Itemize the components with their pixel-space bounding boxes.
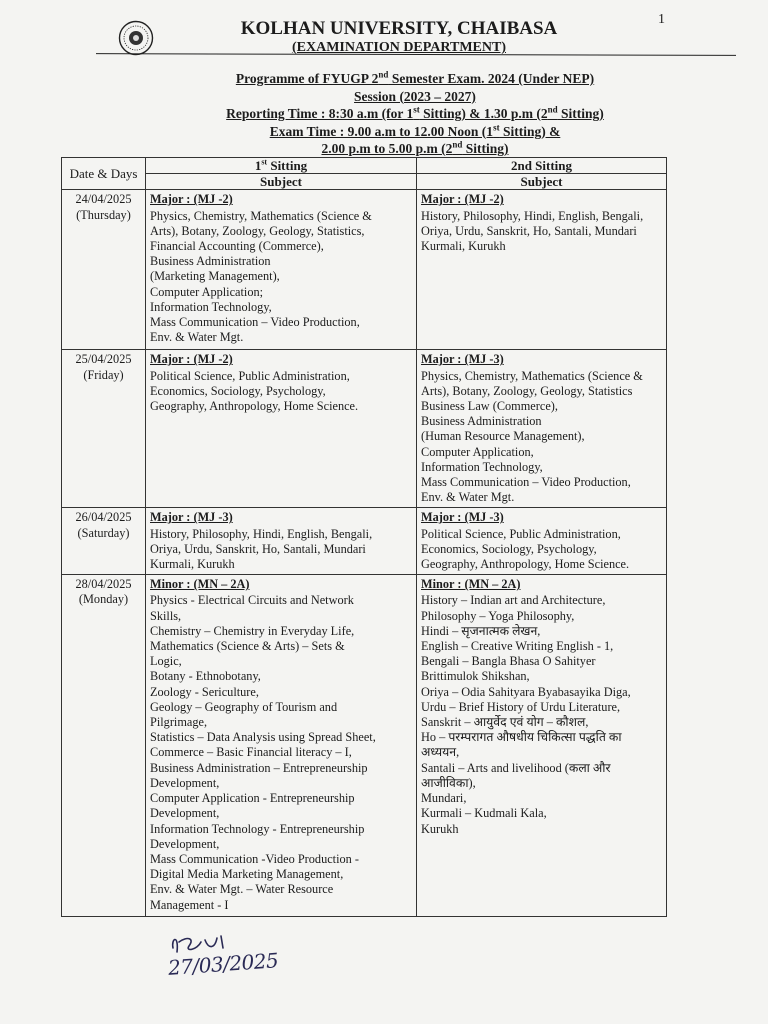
subject-line: Business Administration bbox=[421, 414, 542, 429]
subject-line: Computer Application, bbox=[421, 444, 534, 459]
subject-line: Statistics – Data Analysis using Spread Sheet, bbox=[150, 730, 376, 745]
exam-day: (Monday) bbox=[78, 592, 129, 607]
subject-line: Development, bbox=[150, 806, 220, 821]
subject-line: Mathematics (Science & Arts) – Sets & bbox=[150, 639, 345, 654]
first-sitting-cell bbox=[146, 350, 417, 508]
subject-line: Commerce – Basic Financial literacy – I, bbox=[150, 745, 352, 760]
first-sitting-cell bbox=[146, 190, 417, 350]
subject-line: Physics, Chemistry, Mathematics (Science & bbox=[150, 208, 372, 223]
paper-code-title: Major : (MJ -2) bbox=[150, 352, 233, 367]
university-name: KOLHAN UNIVERSITY, CHAIBASA bbox=[240, 18, 558, 39]
first-sitting-header: 1st Sitting bbox=[146, 158, 417, 174]
date-cell bbox=[62, 350, 146, 508]
department-name: (EXAMINATION DEPARTMENT) bbox=[291, 40, 507, 55]
table-row bbox=[62, 575, 667, 917]
date-cell bbox=[62, 575, 146, 917]
subject-line: Computer Application; bbox=[150, 284, 264, 299]
date-days-header: Date & Days bbox=[62, 158, 146, 190]
subject-line: Political Science, Public Administration, bbox=[421, 526, 621, 541]
paper-code-title: Major : (MJ -2) bbox=[150, 192, 233, 207]
subject-line: Urdu – Brief History of Urdu Literature, bbox=[421, 699, 621, 714]
subject-line: Oriya, Urdu, Sanskrit, Ho, Santali, Mundari bbox=[150, 541, 366, 556]
subject-line: Botany - Ethnobotany, bbox=[150, 669, 261, 684]
paper-code-title: Minor : (MN – 2A) bbox=[150, 577, 250, 592]
subject-line: Env. & Water Mgt. – Water Resource bbox=[150, 882, 334, 897]
subject-line: Mass Communication – Video Production, bbox=[150, 315, 360, 330]
subject-line: Skills, bbox=[150, 608, 182, 623]
subject-line: Business Administration bbox=[150, 254, 271, 269]
exam-date: 25/04/2025 bbox=[75, 352, 132, 367]
subject-line: Env. & Water Mgt. bbox=[150, 330, 244, 345]
paper-code-title: Major : (MJ -3) bbox=[421, 352, 504, 367]
session-line: Session (2023 – 2027) bbox=[354, 88, 476, 104]
subject-line: Arts), Botany, Zoology, Geology, Statistics bbox=[421, 383, 633, 398]
subject-line: Geology – Geography of Tourism and bbox=[150, 699, 338, 714]
subject-line: Geography, Anthropology, Home Science. bbox=[150, 399, 359, 414]
date-cell bbox=[62, 508, 146, 575]
page-number: 1 bbox=[658, 12, 665, 27]
subject-line: Kurmali, Kurukh bbox=[150, 557, 235, 572]
exam-day: (Saturday) bbox=[77, 525, 130, 540]
subject-line: Political Science, Public Administration, bbox=[150, 368, 350, 383]
subject-line: Arts), Botany, Zoology, Geology, Statistics, bbox=[150, 223, 365, 238]
subject-line: Oriya, Urdu, Sanskrit, Ho, Santali, Mundari bbox=[421, 223, 637, 238]
reporting-time: Reporting Time : 8:30 a.m (for 1st Sitting) & 1.30 p.m (2nd Sitting) bbox=[226, 104, 604, 121]
subject-line: Development, bbox=[150, 836, 220, 851]
subject-line: Brittimulok Shikshan, bbox=[421, 669, 530, 684]
programme-title: Programme of FYUGP 2nd Semester Exam. 2024 (Under NEP) bbox=[235, 69, 595, 86]
subject-line: Physics - Electrical Circuits and Network bbox=[150, 593, 354, 608]
exam-date: 24/04/2025 bbox=[75, 192, 132, 207]
subject-line: Management - I bbox=[150, 897, 229, 912]
exam-day: (Thursday) bbox=[76, 207, 131, 222]
exam-date: 28/04/2025 bbox=[75, 577, 132, 592]
subject-line: Financial Accounting (Commerce), bbox=[150, 239, 324, 254]
subject-line: Bengali – Bangla Bhasa O Sahityer bbox=[421, 654, 596, 669]
subject-line: Mass Communication – Video Production, bbox=[421, 475, 631, 490]
subject-line: History – Indian art and Architecture, bbox=[421, 593, 606, 608]
subject-line: Ho – परम्परागत औषधीय चिकित्सा पद्धति का अध्ययन, bbox=[421, 730, 622, 760]
subject-line: History, Philosophy, Hindi, English, Bengali, bbox=[421, 208, 644, 223]
subject-line: Santali – Arts and livelihood (कला और bbox=[421, 760, 611, 775]
subject-line: Digital Media Marketing Management, bbox=[150, 867, 344, 882]
paper-code-title: Minor : (MN – 2A) bbox=[421, 577, 521, 592]
exam-time-first: Exam Time : 9.00 a.m to 12.00 Noon (1st Sitting) & bbox=[269, 122, 561, 139]
subject-line: Hindi – सृजनात्मक लेखन, bbox=[421, 623, 541, 638]
subject-line: Mass Communication -Video Production - bbox=[150, 851, 359, 866]
exam-time-second: 2.00 p.m to 5.00 p.m (2nd Sitting) bbox=[321, 139, 509, 156]
subject-line: Physics, Chemistry, Mathematics (Science & bbox=[421, 368, 643, 383]
subject-line: (Human Resource Management), bbox=[421, 429, 585, 444]
subject-line: History, Philosophy, Hindi, English, Bengali, bbox=[150, 526, 373, 541]
subject-line: Zoology - Sericulture, bbox=[150, 684, 259, 699]
subject-line: Pilgrimage, bbox=[150, 715, 208, 730]
subject-line: Logic, bbox=[150, 654, 182, 669]
subject-header-second: Subject bbox=[417, 174, 667, 190]
paper-code-title: Major : (MJ -2) bbox=[421, 192, 504, 207]
exam-day: (Friday) bbox=[83, 367, 124, 382]
subject-line: Information Technology - Entrepreneurship bbox=[150, 821, 365, 836]
paper-code-title: Major : (MJ -3) bbox=[421, 510, 504, 525]
second-sitting-cell bbox=[417, 190, 667, 350]
subject-line: Development, bbox=[150, 775, 220, 790]
subject-line: Business Law (Commerce), bbox=[421, 399, 558, 414]
subject-line: Kurmali – Kudmali Kala, bbox=[421, 806, 547, 821]
subject-line: Information Technology, bbox=[421, 459, 543, 474]
table-row bbox=[62, 350, 667, 508]
first-sitting-cell bbox=[146, 508, 417, 575]
subject-line: (Marketing Management), bbox=[150, 269, 280, 284]
exam-date: 26/04/2025 bbox=[75, 510, 132, 525]
subject-line: Computer Application - Entrepreneurship bbox=[150, 791, 355, 806]
subject-header-first: Subject bbox=[146, 174, 417, 190]
subject-line: Economics, Sociology, Psychology, bbox=[421, 541, 597, 556]
second-sitting-cell bbox=[417, 575, 667, 917]
second-sitting-cell bbox=[417, 350, 667, 508]
table-row bbox=[62, 508, 667, 575]
paper-code-title: Major : (MJ -3) bbox=[150, 510, 233, 525]
second-sitting-cell bbox=[417, 508, 667, 575]
subject-line: आजीविका), bbox=[421, 775, 476, 790]
programme-headings bbox=[150, 70, 680, 158]
subject-line: Oriya – Odia Sahityara Byabasayika Diga, bbox=[421, 684, 631, 699]
subject-line: Env. & Water Mgt. bbox=[421, 490, 515, 505]
table-row bbox=[62, 190, 667, 350]
signature-date: 27/03/2025 bbox=[167, 948, 279, 980]
subject-line: Business Administration – Entrepreneurship bbox=[150, 760, 368, 775]
subject-line: Chemistry – Chemistry in Everyday Life, bbox=[150, 623, 355, 638]
subject-line: Geography, Anthropology, Home Science. bbox=[421, 557, 630, 572]
subject-line: English – Creative Writing English - 1, bbox=[421, 639, 614, 654]
first-sitting-cell bbox=[146, 575, 417, 917]
subject-line: Mundari, bbox=[421, 791, 467, 806]
subject-line: Philosophy – Yoga Philosophy, bbox=[421, 608, 575, 623]
subject-line: Information Technology, bbox=[150, 299, 272, 314]
date-cell bbox=[62, 190, 146, 350]
subject-line: Kurukh bbox=[421, 821, 459, 836]
exam-schedule-table bbox=[61, 157, 667, 917]
subject-line: Sanskrit – आयुर्वेद एवं योग – कौशल, bbox=[421, 715, 589, 730]
subject-line: Kurmali, Kurukh bbox=[421, 239, 506, 254]
subject-line: Economics, Sociology, Psychology, bbox=[150, 383, 326, 398]
second-sitting-header: 2nd Sitting bbox=[417, 158, 667, 174]
